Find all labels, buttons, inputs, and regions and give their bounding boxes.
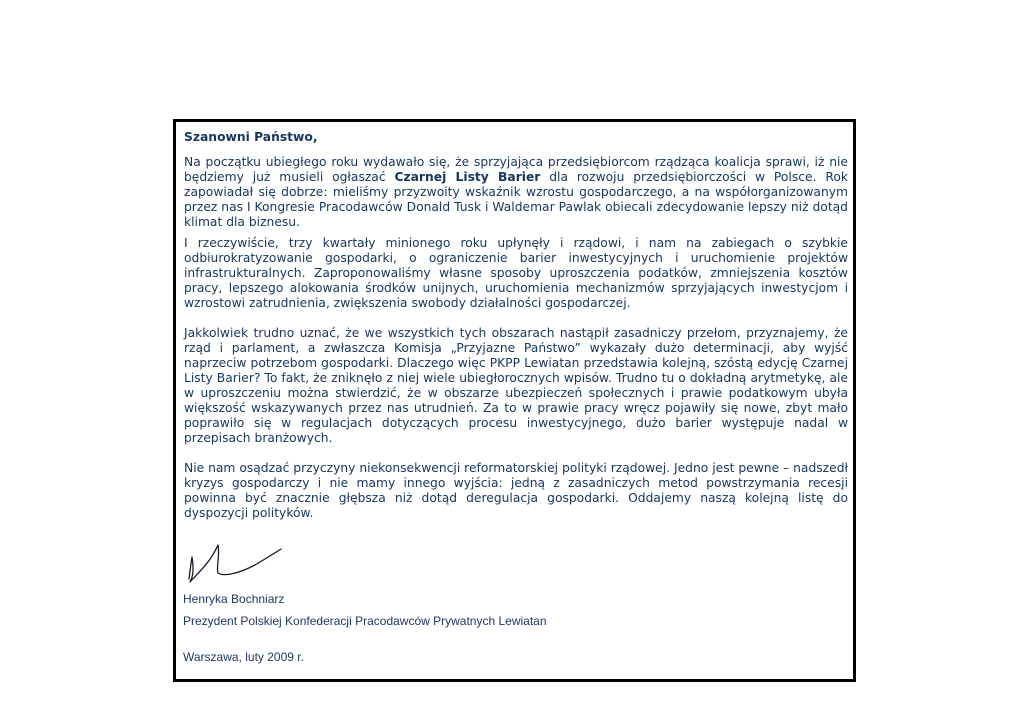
black-list-title: Czarnej Listy Barier: [394, 170, 541, 184]
letter-greeting: Szanowni Państwo,: [184, 130, 318, 144]
place-date: Warszawa, luty 2009 r.: [183, 650, 304, 664]
signer-title: Prezydent Polskiej Konfederacji Pracodawców Prywatnych Lewiatan: [183, 614, 547, 628]
letter-frame: [173, 119, 856, 682]
letter-body: [184, 130, 848, 521]
signature-icon: [180, 527, 290, 587]
paragraph-3: Jakkolwiek trudno uznać, że we wszystkich tych obszarach nastąpił zasadniczy przełom, przyznajemy, że rząd i parlament, a zwłaszcza Komisja „Przyjazne Państwo” wykazały dużo determinacji, aby wyjść naprzeciw potrzebom gospodarki. Dlaczego więc PKPP Lewiatan przedstawia kolejną, szóstą edycję Czarnej Listy Barier? To fakt, że zniknęło z niej wiele ubiegłorocznych wpisów. Trudno tu o dokładną arytmetykę, ale w uproszczeniu można stwierdzić, że w obszarze ubezpieczeń społecznych i prawie podatkowym ubyła większość wskazywanych przez nas utrudnień. Za to w prawie pracy wręcz pojawiły się nowe, zbyt mało poprawiło się w regulacjach dotyczących procesu inwestycyjnego, dużo barier występuje nadal w przepisach branżowych.: [184, 326, 848, 445]
paragraph-4: Nie nam osądzać przyczyny niekonsekwencji reformatorskiej polityki rządowej. Jedno jest pewne – nadszedł kryzys gospodarczy i nie mamy innego wyjścia: jedną z zasadniczych metod powstrzymania recesji powinna być znacznie głębsza niż dotąd deregulacja gospodarki. Oddajemy naszą kolejną listę do dyspozycji polityków.: [184, 461, 848, 520]
paragraph-2: I rzeczywiście, trzy kwartały minionego roku upłynęły i rządowi, i nam na zabiegach o szybkie odbiurokratyzowanie gospodarki, o ograniczenie barier inwestycyjnych i uruchomienie projektów infrastrukturalnych. Zaproponowaliśmy własne sposoby uproszczenia podatków, zmniejszenia kosztów pracy, lepszego alokowania środków unijnych, uruchomienia mechanizmów sprzyjających inwestycjom i wzrostowi zatrudnienia, zwiększenia swobody działalności gospodarczej.: [184, 236, 848, 310]
paragraph-1-end: dla rozwoju przedsiębiorczości w Polsce. Rok zapowiadał się dobrze: mieliśmy przyzwoity wskaźnik wzrostu gospodarczego, a na współorganizowanym przez nas I Kongresie Pracodawców Donald Tusk i Waldemar Pawlak obiecali zdecydowanie lepszy niż dotąd klimat dla biznesu.: [184, 170, 848, 229]
paragraph-1-start: Na początku ubiegłego roku wydawało się, że sprzyjająca przedsiębiorcom rządząca koalicja sprawi, iż nie będziemy już musieli ogłaszać: [184, 155, 848, 184]
signer-name: Henryka Bochniarz: [183, 592, 285, 606]
paragraph-1: [184, 155, 848, 230]
